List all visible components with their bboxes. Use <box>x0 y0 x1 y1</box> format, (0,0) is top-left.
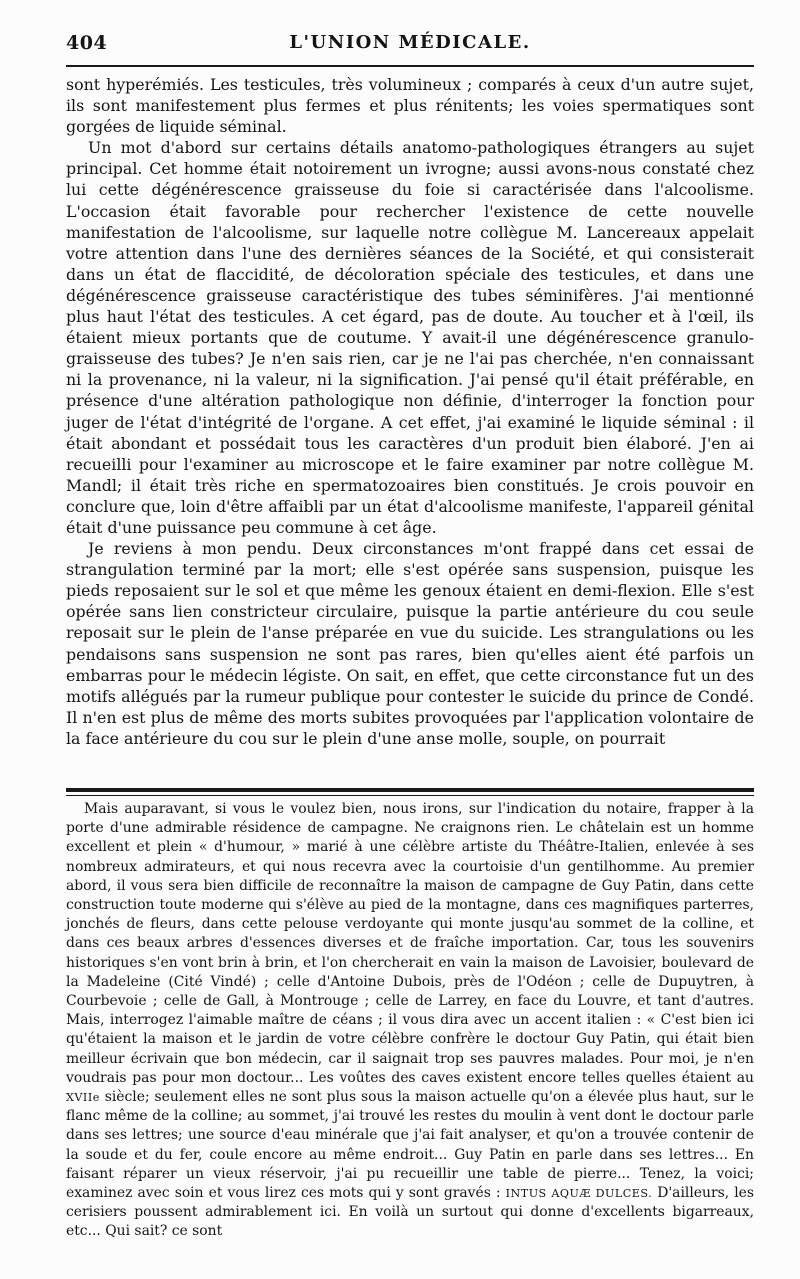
feuilleton-separator-thick <box>66 788 754 792</box>
feuilleton-part-1: Mais auparavant, si vous le voulez bien, nous irons, sur l'indication du notaire, frapper à la porte d'une admirable résidence de campagne. Ne craignons rien. Le châtelain est un homme excellent et plein « d'humour, » marié à une célèbre artiste du Théâtre-Italien, enlevée à ses nombreux admirateurs, et qui nous recevra avec la courtoisie d'un gentilhomme. Au premier abord, il vous sera bien difficile de reconnaître la maison de campagne de Guy Patin, dans cette construction toute moderne qui s'élève au pied de la montagne, dans ces magnifiques parterres, jonchés de fleurs, dans cette pelouse verdoyante qui monte jusqu'au sommet de la colline, et dans ces beaux arbres d'essences diverses et de fraîche importation. Car, tous les souvenirs historiques s'en vont brin à brin, et l'on chercherait en vain la maison de Lavoisier, boulevard de la Madeleine (Cité Vindé) ; celle d'Antoine Dubois, près de l'Odéon ; celle de Dupuytren, à Courbevoie ; celle de Gall, à Montrouge ; celle de Larrey, en face du Louvre, et tant d'autres. Mais, interrogez l'aimable maître de céans ; il vous dira avec un accent italien : « C'est bien ici qu'étaient la maison et le jardin de votre célèbre confrère le doctour Guy Patin, qui était bien meilleur écrivain que bon médecin, car il saignait trop ses pauvres malades. Pour moi, je n'en voudrais pas pour mon doctour... Les voûtes des caves existent encore telles quelles étaient au <box>66 801 754 1086</box>
inscription-text: INTUS AQUÆ DULCES. <box>505 1187 653 1201</box>
feuilleton-part-2: siècle; seulement elles ne sont plus sous la maison actuelle qu'on a élevée plus haut, sur le flanc même de la colline; au sommet, j'ai trouvé les restes du moulin à vent dont le doctour parle dans ses lettres; une source d'eau minérale que j'ai fait analyser, et qu'on a trouvée contenir de la soude et du fer, coule encore au même endroit... Guy Patin en parle dans ses lettres... En faisant réparer un vieux réservoir, j'ai pu recueillir une table de pierre... Tenez, la voici; examinez avec soin et vous lirez ces mots qui y sont gravés : <box>66 1089 754 1202</box>
feuilleton-part-3: D'ailleurs, les cerisiers poussent admirablement ici. En voilà un surtout qui donne d'excellents bigarreaux, etc... Qui sait? ce sont <box>66 1185 754 1240</box>
paragraph-continuation: sont hyperémiés. Les testicules, très volumineux ; comparés à ceux d'un autre sujet, ils sont manifestement plus fermes et plus rénitents; les voies spermatiques sont gorgées de liquide séminal. <box>66 75 754 137</box>
feuilleton-separator-thin <box>66 795 754 796</box>
century-label: XVIIe <box>66 1091 100 1105</box>
header-rule <box>66 65 754 67</box>
paragraph-pendu: Je reviens à mon pendu. Deux circonstances m'ont frappé dans cet essai de strangulation terminé par la mort; elle s'est opérée sans suspension, puisque les pieds reposaient sur le sol et que même les genoux étaient en demi-flexion. Elle s'est opérée sans lien constricteur circulaire, puisque la partie antérieure du cou seule reposait sur le plein de l'anse préparée en vue du suicide. Les strangulations ou les pendaisons sans suspension ne sont pas rares, bien qu'elles aient été parfois un embarras pour le médecin légiste. On sait, en effet, que cette circonstance fut un des motifs allégués par la rumeur publique pour contester le suicide du prince de Condé. Il n'en est plus de même des morts subites provoquées par l'application volontaire de la face antérieure du cou sur le plein d'une anse molle, souple, on pourrait <box>66 539 754 748</box>
feuilleton-text <box>66 800 754 1242</box>
page-number: 404 <box>66 32 108 54</box>
feuilleton-paragraph <box>66 800 754 1242</box>
running-title: L'UNION MÉDICALE. <box>289 32 531 53</box>
main-article-text <box>66 74 754 749</box>
page-header <box>66 28 754 58</box>
paragraph-alcoolisme: Un mot d'abord sur certains détails anatomo-pathologiques étrangers au sujet principal. Cet homme était notoirement un ivrogne; aussi avons-nous constaté chez lui cette dégénérescence graisseuse du foie si caractérisée dans l'alcoolisme. L'occasion était favorable pour rechercher l'existence de cette nouvelle manifestation de l'alcoolisme, sur laquelle notre collègue M. Lancereaux appelait votre attention dans l'une des dernières séances de la Société, et qui consisterait dans un état de flaccidité, de décoloration spéciale des testicules, et dans une dégénérescence graisseuse caractéristique des tubes séminifères. J'ai mentionné plus haut l'état des testicules. A cet égard, pas de doute. Au toucher et à l'œil, ils étaient mieux portants que de coutume. Y avait-il une dégénérescence granulo-graisseuse des tubes? Je n'en sais rien, car je ne l'ai pas cherchée, n'en connaissant ni la provenance, ni la valeur, ni la signification. J'ai pensé qu'il était préférable, en présence d'une altération pathologique non définie, d'interroger la fonction pour juger de l'état d'intégrité de l'organe. A cet effet, j'ai examiné le liquide séminal : il était abondant et possédait tous les caractères d'un produit bien élaboré. J'en ai recueilli pour l'examiner au microscope et le faire examiner par notre collègue M. Mandl; il était très riche en spermatozoaires bien constitués. Je crois pouvoir en conclure que, loin d'être affaibli par un état d'alcoolisme manifeste, l'appareil génital était d'une puissance peu commune à cet âge. <box>66 138 754 537</box>
